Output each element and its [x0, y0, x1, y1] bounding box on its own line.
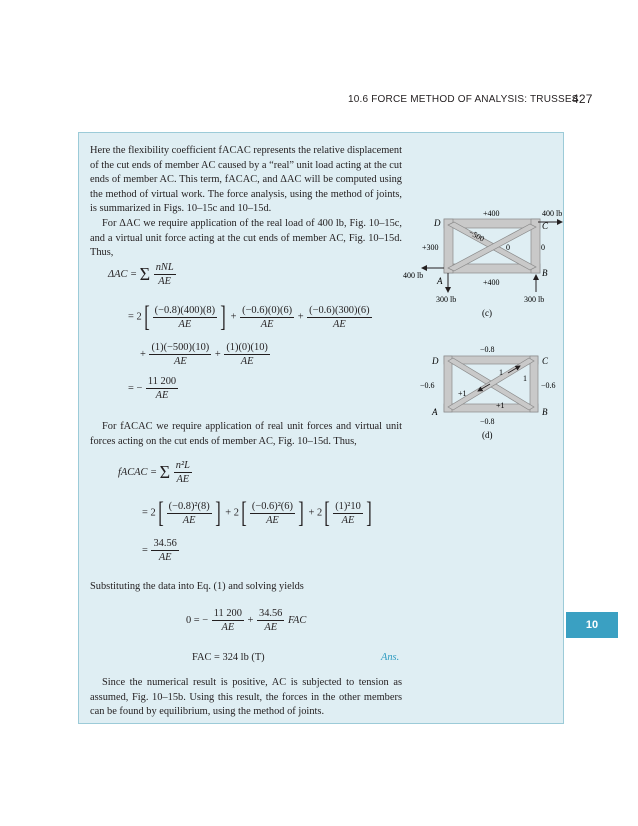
member-d-cb [530, 356, 538, 412]
ans-label: Ans. [381, 652, 400, 663]
force-da: +300 [422, 243, 439, 252]
paragraph-substitute: Substituting the data into Eq. (1) and solving yields [90, 581, 304, 592]
joint-d-d: D [432, 356, 439, 366]
force-db: −500 [467, 227, 486, 244]
load-c: 400 lb [542, 209, 563, 218]
joint-d: D [434, 218, 441, 228]
force-d-ac-2: 1 [523, 374, 527, 383]
force-d-bd-2: +1 [496, 401, 505, 410]
force-d-dc: −0.8 [480, 345, 495, 354]
paragraph-delta: For ΔAC we require application of the real load of 400 lb, Fig. 10–15c, and a virtual unit force acting at the cut ends of member AC, Fig. 10–15d. Thus, [90, 217, 402, 259]
page-number: 427 [572, 92, 593, 106]
joint-d-b: B [542, 407, 548, 417]
truss-figure-c [396, 200, 572, 325]
caption-d: (d) [482, 430, 493, 440]
force-d-cb: −0.6 [541, 381, 556, 390]
delta-eq-result: = − $\frac{11 200}{AE}$ [128, 376, 177, 401]
delta-eq-line2: = 2[ $\frac{(-0.8)(400)(8)}{AE}$ ] + $\frac{(-0.6)(0)(6)}{AE}$ + $\frac{(-0.6)(300)(6)}{AE}$ [128, 300, 370, 333]
force-d-ac-1: 1 [499, 368, 503, 377]
delta-eq-line3: + $\frac{(1)(-500)(10)}{AE}$ + $\frac{(1)(0)(10)}{AE}$ [140, 342, 268, 367]
joint-d-c: C [542, 356, 549, 366]
paragraph-flex: For fACAC we require application of real unit forces and virtual unit forces acting on the cut ends of member AC, Fig. 10–15d. Thus, [90, 421, 402, 447]
f-eq-result: = $\frac{34.56}{AE}$ [142, 538, 177, 563]
joint-d-a: A [432, 407, 438, 417]
joint-c: C [542, 221, 549, 231]
force-ab: +400 [483, 278, 500, 287]
member-d-da [444, 356, 452, 412]
load-a: 400 lb [403, 271, 424, 280]
force-d-bd-1: +1 [458, 389, 467, 398]
joint-a: A [437, 276, 443, 286]
truss-figure-d [420, 340, 560, 445]
compat-eq: 0 = − $\frac{11 200}{AE}$ + $\frac{34.56}{AE}$ FAC [186, 608, 307, 633]
force-dc: +400 [483, 209, 500, 218]
force-ac: 0 [506, 243, 510, 252]
joint-b: B [542, 268, 548, 278]
reaction-a: 300 lb [436, 295, 457, 304]
final-answer: FAC = 324 lb (T) [192, 652, 265, 663]
reaction-b: 300 lb [524, 295, 545, 304]
paragraph-intro: Here the flexibility coefficient fACAC represents the relative displacement of the cut ends of member AC caused by a “real” unit load acting at the cut ends of member AC. This term, fACAC, and ΔAC will be computed using the method of virtual work. The force analysis, using the method of joints, is summarized in Figs. 10–15c and 10–15d. For ΔAC we require application of the real load of 400 lb, Fig. 10–15c, and a virtual unit force acting at the cut ends of member AC, Fig. 10–15d. Thus, [90, 144, 402, 261]
force-d-da: −0.6 [420, 381, 435, 390]
f-eq-line1: fACAC = Σ $\frac{\text{n²L}}{AE}$ [118, 460, 190, 485]
running-header-section: 10.6 FORCE METHOD OF ANALYSIS: TRUSSES [348, 94, 579, 105]
chapter-tab: 10 [566, 612, 618, 638]
paragraph-conclusion: Since the numerical result is positive, AC is subjected to tension as assumed, Fig. 10–15b. Using this result, the forces in the other members can be found by equilibrium, using the method of joints. [90, 677, 402, 718]
delta-eq-line1: ΔAC = Σ $\frac{\text{nNL}}{AE}$ [108, 262, 174, 287]
f-eq-line2: = 2[ $\frac{\text{(−0.8)²(8)}}{AE}$ ] + 2[ $\frac{\text{(−0.6)²(6)}}{AE}$ ] + 2[ $\frac{\text{(1)²10}}{AE}$ ] [142, 496, 372, 529]
caption-c: (c) [482, 308, 492, 318]
force-cb: 0 [541, 243, 545, 252]
force-d-ab: −0.8 [480, 417, 495, 426]
